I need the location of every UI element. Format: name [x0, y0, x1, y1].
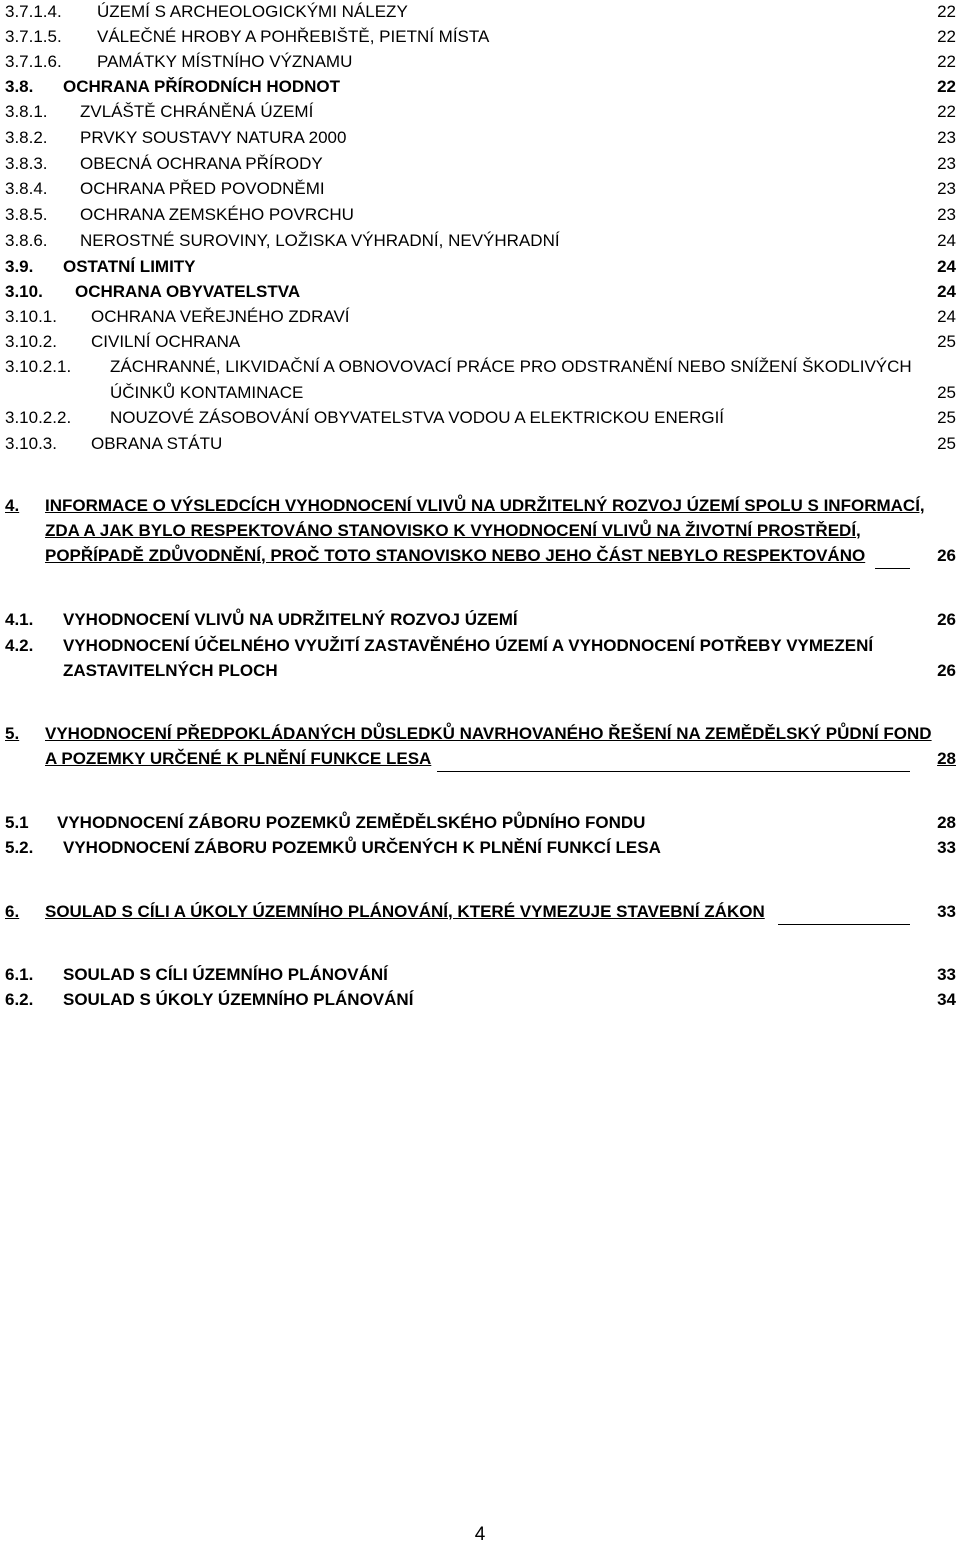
toc-title: SOULAD S CÍLI ÚZEMNÍHO PLÁNOVÁNÍ — [63, 965, 388, 984]
toc-entry — [5, 100, 956, 124]
toc-page: 22 — [937, 27, 956, 46]
underline-filler — [437, 747, 910, 772]
toc-entry — [5, 608, 956, 632]
toc-chapter-continued — [5, 747, 956, 771]
toc-page: 33 — [937, 965, 956, 984]
toc-title-line: ZÁCHRANNÉ, LIKVIDAČNÍ A OBNOVOVACÍ PRÁCE PRO ODSTRANĚNÍ NEBO SNÍŽENÍ ŠKODLIVÝCH — [110, 357, 912, 376]
toc-entry — [5, 811, 956, 835]
toc-page: 22 — [937, 77, 956, 96]
toc-title-line: A POZEMKY URČENÉ K PLNĚNÍ FUNKCE LESA — [45, 749, 432, 768]
toc-title: SOULAD S ÚKOLY ÚZEMNÍHO PLÁNOVÁNÍ — [63, 990, 414, 1009]
toc-page: 26 — [937, 546, 956, 565]
toc-page: 23 — [937, 179, 956, 198]
toc-number: 3.10.2.1. — [5, 357, 72, 376]
toc-entry — [5, 432, 956, 456]
toc-number: 3.8.1. — [5, 102, 48, 121]
page-number: 4 — [474, 1524, 486, 1545]
toc-entry — [5, 152, 956, 176]
toc-title: VYHODNOCENÍ VLIVŮ NA UDRŽITELNÝ ROZVOJ ÚZEMÍ — [63, 610, 518, 629]
underline-filler — [875, 544, 910, 569]
toc-entry — [5, 177, 956, 201]
toc-number: 4.1. — [5, 610, 34, 629]
toc-entry — [5, 229, 956, 253]
toc-page: 25 — [937, 383, 956, 402]
toc-title-line: VYHODNOCENÍ ÚČELNÉHO VYUŽITÍ ZASTAVĚNÉHO ÚZEMÍ A VYHODNOCENÍ POTŘEBY VYMEZENÍ — [63, 636, 874, 655]
toc-title: OCHRANA PŘÍRODNÍCH HODNOT — [63, 77, 341, 96]
toc-number: 3.8.5. — [5, 205, 48, 224]
toc-chapter-continued — [5, 544, 956, 568]
toc-title: OBRANA STÁTU — [91, 434, 223, 453]
toc-number: 6. — [5, 902, 20, 921]
toc-page: 23 — [937, 154, 956, 173]
toc-title: OCHRANA OBYVATELSTVA — [75, 282, 301, 301]
toc-title: OBECNÁ OCHRANA PŘÍRODY — [80, 154, 323, 173]
toc-page: 24 — [937, 282, 956, 301]
toc-entry — [5, 126, 956, 150]
toc-title: VYHODNOCENÍ ZÁBORU POZEMKŮ ZEMĚDĚLSKÉHO PŮDNÍHO FONDU — [57, 813, 646, 832]
toc-chapter — [5, 722, 956, 746]
toc-entry — [5, 203, 956, 227]
toc-page: 22 — [937, 52, 956, 71]
toc-number: 3.7.1.4. — [5, 2, 62, 21]
toc-page: 25 — [937, 332, 956, 351]
toc-entry — [5, 988, 956, 1012]
toc-title: OCHRANA PŘED POVODNĚMI — [80, 179, 325, 198]
toc-entry — [5, 634, 956, 658]
toc-number: 3.8.2. — [5, 128, 48, 147]
toc-entry — [5, 305, 956, 329]
toc-number: 3.7.1.5. — [5, 27, 62, 46]
toc-entry — [5, 963, 956, 987]
toc-entry — [5, 836, 956, 860]
toc-number: 3.10. — [5, 282, 43, 301]
toc-title-line: ÚČINKŮ KONTAMINACE — [110, 383, 304, 402]
toc-title-line: POPŘÍPADĚ ZDŮVODNĚNÍ, PROČ TOTO STANOVISKO NEBO JEHO ČÁST NEBYLO RESPEKTOVÁNO — [45, 546, 866, 565]
underline-filler — [778, 900, 910, 925]
toc-entry-continued — [5, 659, 956, 683]
toc-page: 22 — [937, 2, 956, 21]
toc-title: OCHRANA ZEMSKÉHO POVRCHU — [80, 205, 354, 224]
toc-title: OSTATNÍ LIMITY — [63, 257, 196, 276]
toc-entry — [5, 0, 956, 24]
toc-number: 3.8. — [5, 77, 34, 96]
toc-page: 22 — [937, 102, 956, 121]
toc-title: PRVKY SOUSTAVY NATURA 2000 — [80, 128, 347, 147]
toc-entry — [5, 280, 956, 304]
toc-entry-continued — [5, 381, 956, 405]
toc-title: VÁLEČNÉ HROBY A POHŘEBIŠTĚ, PIETNÍ MÍSTA — [97, 27, 490, 46]
toc-page: 24 — [937, 307, 956, 326]
toc-entry — [5, 406, 956, 430]
toc-title: PAMÁTKY MÍSTNÍHO VÝZNAMU — [97, 52, 353, 71]
toc-page: 34 — [937, 990, 956, 1009]
toc-page: 23 — [937, 128, 956, 147]
toc-page: 23 — [937, 205, 956, 224]
toc-entry — [5, 355, 956, 379]
toc-number: 3.10.3. — [5, 434, 57, 453]
toc-page: 24 — [937, 231, 956, 250]
toc-number: 3.10.2.2. — [5, 408, 72, 427]
toc-chapter — [5, 494, 956, 518]
toc-title-line: ZASTAVITELNÝCH PLOCH — [63, 661, 278, 680]
toc-page: 25 — [937, 434, 956, 453]
toc-title: NOUZOVÉ ZÁSOBOVÁNÍ OBYVATELSTVA VODOU A ELEKTRICKOU ENERGIÍ — [110, 408, 725, 427]
toc-page: 24 — [937, 257, 956, 276]
toc-number: 5.2. — [5, 838, 34, 857]
toc-title: OCHRANA VEŘEJNÉHO ZDRAVÍ — [91, 307, 350, 326]
toc-page: 26 — [937, 661, 956, 680]
toc-title: NEROSTNÉ SUROVINY, LOŽISKA VÝHRADNÍ, NEVÝHRADNÍ — [80, 231, 560, 250]
toc-page: 25 — [937, 408, 956, 427]
toc-title: ÚZEMÍ S ARCHEOLOGICKÝMI NÁLEZY — [97, 2, 408, 21]
toc-title: ZVLÁŠTĚ CHRÁNĚNÁ ÚZEMÍ — [80, 102, 314, 121]
toc-chapter-continued — [5, 519, 956, 543]
toc-number: 3.8.4. — [5, 179, 48, 198]
toc-page: 28 — [937, 813, 956, 832]
toc-page: 28 — [937, 749, 956, 768]
toc-entry — [5, 330, 956, 354]
toc-page: 26 — [937, 610, 956, 629]
toc-title: VYHODNOCENÍ ZÁBORU POZEMKŮ URČENÝCH K PLNĚNÍ FUNKCÍ LESA — [63, 838, 661, 857]
toc-number: 3.7.1.6. — [5, 52, 62, 71]
toc-title: SOULAD S CÍLI A ÚKOLY ÚZEMNÍHO PLÁNOVÁNÍ, KTERÉ VYMEZUJE STAVEBNÍ ZÁKON — [45, 902, 765, 921]
toc-number: 5. — [5, 724, 20, 743]
toc-number: 6.2. — [5, 990, 34, 1009]
toc-number: 6.1. — [5, 965, 34, 984]
toc-page: 33 — [937, 902, 956, 921]
toc-entry — [5, 255, 956, 279]
toc-number: 3.10.1. — [5, 307, 57, 326]
toc-title-line: INFORMACE O VÝSLEDCÍCH VYHODNOCENÍ VLIVŮ NA UDRŽITELNÝ ROZVOJ ÚZEMÍ SPOLU S INFORMACÍ, — [45, 496, 925, 515]
toc-entry — [5, 50, 956, 74]
toc-number: 5.1 — [5, 813, 29, 832]
toc-entry — [5, 25, 956, 49]
toc-page: 33 — [937, 838, 956, 857]
toc-number: 4. — [5, 496, 20, 515]
toc-number: 3.10.2. — [5, 332, 57, 351]
toc-number: 3.9. — [5, 257, 34, 276]
toc-chapter — [5, 900, 956, 924]
toc-title: CIVILNÍ OCHRANA — [91, 332, 241, 351]
toc-title-line: VYHODNOCENÍ PŘEDPOKLÁDANÝCH DŮSLEDKŮ NAVRHOVANÉHO ŘEŠENÍ NA ZEMĚDĚLSKÝ PŮDNÍ FOND — [45, 724, 932, 743]
toc-entry — [5, 75, 956, 99]
toc-number: 4.2. — [5, 636, 34, 655]
toc-title-line: ZDA A JAK BYLO RESPEKTOVÁNO STANOVISKO K VYHODNOCENÍ VLIVŮ NA ŽIVOTNÍ PROSTŘEDÍ, — [45, 521, 861, 540]
toc-number: 3.8.3. — [5, 154, 48, 173]
toc-number: 3.8.6. — [5, 231, 48, 250]
